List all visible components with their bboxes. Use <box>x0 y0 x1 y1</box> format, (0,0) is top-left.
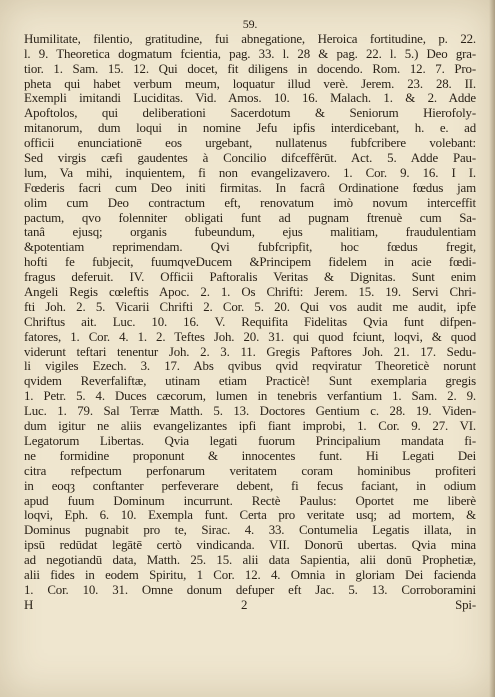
text-line: Luc. 1. 79. Sal Terræ Matth. 5. 13. Doctores Gentium c. 28. 19. Viden- <box>24 404 476 419</box>
text-line: fatores, 1. Cor. 4. 1. 2. Teftes Joh. 20. 31. qui quod fciunt, loqvi, & quod <box>24 329 476 344</box>
text-line: fragus deferuit. IV. Officii Paftoralis Veritas & Dignitas. Sunt enim <box>24 270 476 285</box>
text-line: l. 9. Theoretica dogmatum fcientia, pag. 33. l. 28 & pag. 22. l. 5.) Deo gra- <box>24 46 476 61</box>
text-line: pactum, qvo folenniter obligati funt ad pugnam ftrenuè cum Sa- <box>24 210 476 225</box>
text-line: 1. Petr. 5. 4. Duces cæcorum, lumen in tenebris verfantium 1. Sam. 2. 9. <box>24 389 476 404</box>
text-line: hofti fe fubjecit, fuumqveDucem &Principem fidelem in acie fœdi- <box>24 255 476 270</box>
text-line: &potentiam reprimendam. Qvi fubfcripfit, hoc fœdus fregit, <box>24 240 476 255</box>
text-line: Chriftus ait. Luc. 10. 16. V. Requifita Fidelitas Qvia funt difpen- <box>24 314 476 329</box>
text-block <box>24 17 476 613</box>
text-line: olim cum Deo contractum eft, renovatum imò novum interceffit <box>24 195 476 210</box>
text-line: Angeli Regis cœleftis Apoc. 2. 1. Os Chrifti: Jerem. 15. 19. Servi Chri- <box>24 285 476 300</box>
text-line: lum, Va mihi, inquientem, fi non evangelizavero. 1. Cor. 9. 16. I I. <box>24 165 476 180</box>
text-line: Humilitate, filentio, gratitudine, fui abnegatione, Heroica fortitudine, p. 22. <box>24 31 476 46</box>
text-line: Dominus pugnabit pro te, Sirac. 4. 33. Contumelia Legatis illata, in <box>24 523 476 538</box>
text-line: apud fuum Dominum incurrunt. Rectè Paulus: Oportet me liberè <box>24 493 476 508</box>
page-footer <box>24 598 476 613</box>
text-line: fti Joh. 2. 5. Vicarii Chrifti 2. Cor. 5. 20. Qui vos audit me audit, ipfe <box>24 299 476 314</box>
text-line: loqvi, Eph. 6. 10. Exempla funt. Certa pro veritate usq; ad mortem, & <box>24 508 476 523</box>
text-line: pheta qui habet verbum meum, loquatur illud verè. Jerem. 23. 28. II. <box>24 76 476 91</box>
text-line: Exempli imitandi Luciditas. Vid. Amos. 10. 16. Malach. 1. & 2. Adde <box>24 91 476 106</box>
text-line: alii fides in eodem Spiritu, 1 Cor. 12. 4. Omnia in gloriam Dei facienda <box>24 567 476 582</box>
text-line: officii enunciationē eos urgebant, nullatenus fubfcribere volebant: <box>24 136 476 151</box>
text-line: tior. 1. Sam. 15. 12. Qui docet, fit diligens in docendo. Rom. 12. 7. Pro- <box>24 61 476 76</box>
text-line: tanâ ejusq; organis fubeundum, ejus malitiam, fraudulentiam <box>24 225 476 240</box>
text-line: li vigiles Ezech. 3. 17. Abs qvibus qvid reqviratur Theoreticè norunt <box>24 359 476 374</box>
text-line: viderunt teftari tenentur Joh. 2. 3. 11. Gregis Paftores Joh. 21. 17. Sedu- <box>24 344 476 359</box>
text-line: ipsū redūdat legātē certò vindicanda. VII. Donorū ubertas. Qvia mina <box>24 538 476 553</box>
text-line: 1. Cor. 10. 31. Omne donum defuper eft Jac. 5. 13. Corroboramini <box>24 582 476 597</box>
text-line: citra refpectum perfonarum veritatem coram hominibus profiteri <box>24 463 476 478</box>
text-line: qvidem Reverfaliftæ, utinam etiam Practicè! Sunt exemplaria gregis <box>24 374 476 389</box>
text-line: in eoqȝ conftanter perfeverare debent, fi fecus faciant, in odium <box>24 478 476 493</box>
text-line: Legatorum Libertas. Qvia legati fuorum Principalium mandata fi- <box>24 433 476 448</box>
page-number: 59. <box>242 17 258 31</box>
text-line: Apoftolos, qui deliberationi Sacerdotum & Seniorum Hierofoly- <box>24 106 476 121</box>
signature-mark: H 2 <box>24 597 248 612</box>
catchword: Spi- <box>455 597 476 612</box>
text-line: ad negotiandū data, Matth. 25. 15. alii data Sapientia, alii donū Prophetiæ, <box>24 553 476 568</box>
text-line: dum igitur ne aliis evangelizantes ipfi fiant improbi, 1. Cor. 9. 27. VI. <box>24 419 476 434</box>
text-line: ne formidine proponunt & innocentes funt. Hi Legati Dei <box>24 448 476 463</box>
text-line: Fœderis facri cum Deo initi firmitas. In facrâ Ordinatione fœdus jam <box>24 180 476 195</box>
text-line: Sed virgis cæfi gaudentes à Concilio difceffêrūt. Act. 5. Adde Pau- <box>24 151 476 166</box>
text-line: mitanorum, dum loqui in nomine Jefu ipfis interdicebant, h. e. ad <box>24 121 476 136</box>
